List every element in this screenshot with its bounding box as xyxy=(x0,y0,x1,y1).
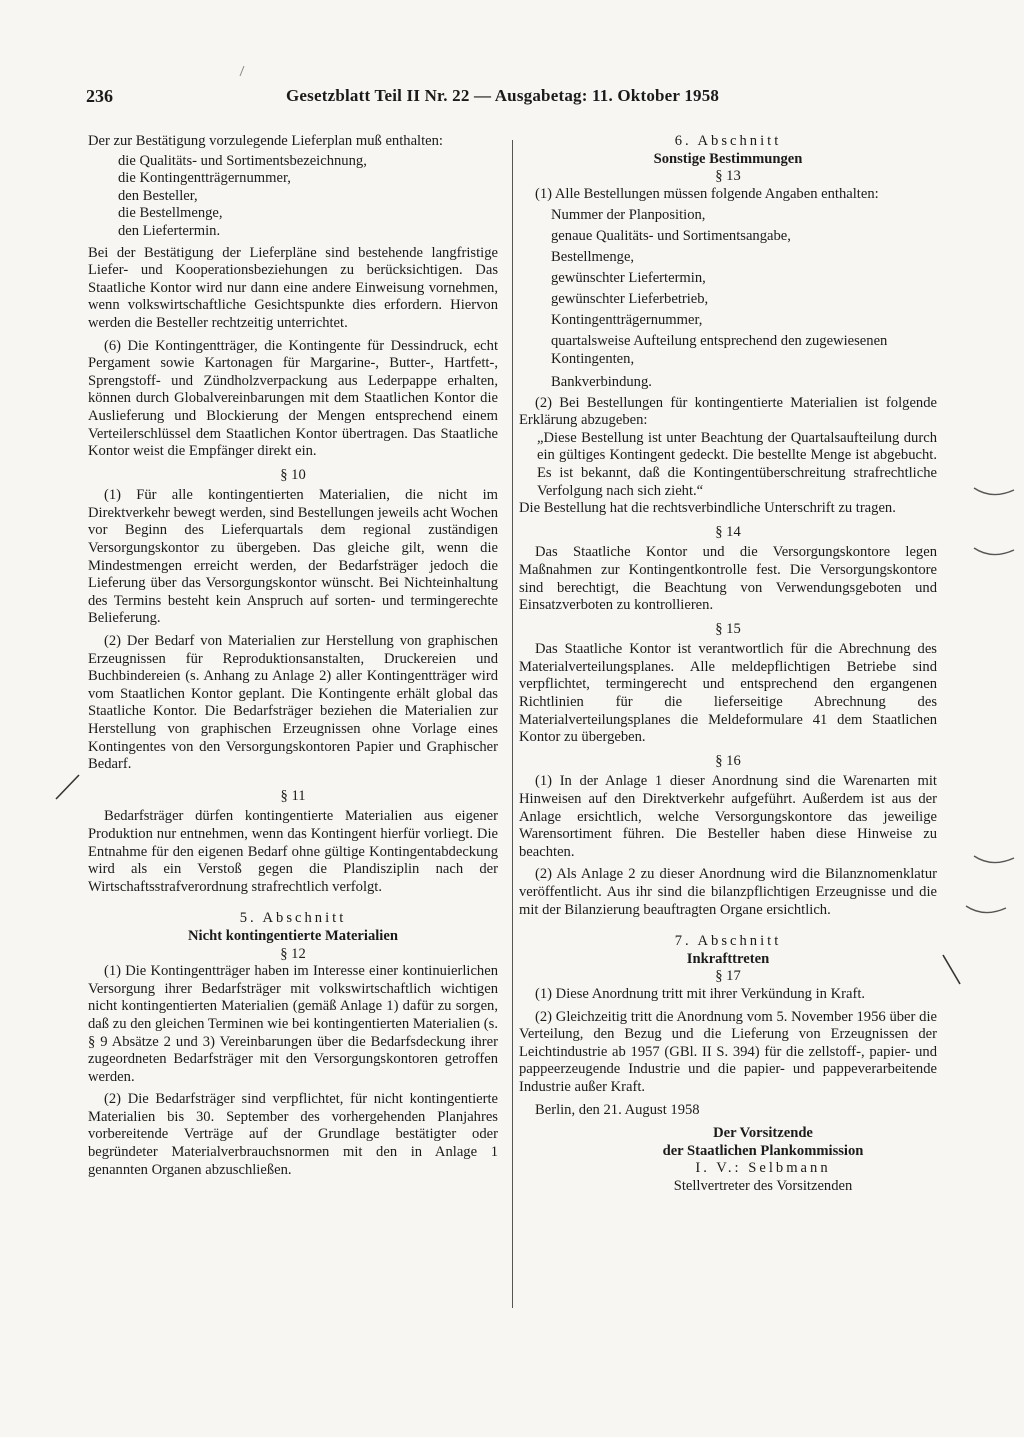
paragraph: (2) Bei Bestellungen für kontingentierte Materialien ist folgende Erklärung abzugeben: xyxy=(519,394,937,429)
chapter-7-title: Inkrafttreten xyxy=(686,950,770,967)
chapter-5-title: Nicht kontingentierte Materialien xyxy=(188,927,398,944)
section-16-heading: § 16 xyxy=(715,752,741,769)
paragraph: Die Bestellung hat die rechtsverbindliche Unterschrift zu tragen. xyxy=(519,500,896,517)
margin-pencil-mark xyxy=(940,952,964,988)
paragraph: Das Staatliche Kontor und die Versorgungskontore legen Maßnahmen zur Kontingentkontrolle fest. Die Versorgungskontore sind berechtigt, die Beachtung von Verwendungsgeboten und Einsatzverboten zu kontrollieren. xyxy=(519,544,937,614)
paragraph: Bedarfsträger dürfen kontingentierte Materialien aus eigener Produktion nur entnehmen, wenn das Kontingent hierfür vorliegt. Die Entnahme für den eigenen Bedarf ohne gültige Kontingentabdeckung wird als ein Verstoß gegen die Plandisziplin nach der Wirtschaftsstrafverordnung strafrechtlich verfolgt. xyxy=(88,808,498,895)
margin-tick-mark xyxy=(970,540,1020,560)
section-17-heading: § 17 xyxy=(715,968,741,985)
chapter-5-heading: 5. Abschnitt xyxy=(239,910,347,927)
signatory-name: I. V.: Selbmann xyxy=(695,1160,831,1177)
section-10-heading: § 10 xyxy=(280,466,306,483)
list-item: Nummer der Planposition, xyxy=(551,207,706,224)
signature-title: Der Vorsitzende xyxy=(713,1125,813,1142)
page-number: 236 xyxy=(86,86,113,106)
list-item: den Besteller, xyxy=(118,187,198,204)
paragraph: Der zur Bestätigung vorzulegende Lieferplan muß enthalten: xyxy=(88,133,443,149)
margin-tick-mark xyxy=(970,848,1020,868)
section-12-heading: § 12 xyxy=(280,945,306,962)
paragraph: (2) Die Bedarfsträger sind verpflichtet, für nicht kontingentierte Materialien bis 30. September des vorhergehenden Planjahres vorbereitende Verträge auf der Grundlage bestätigter oder begründeter Materialverbrauchsnormen mit den in Anlage 1 genannten Organen abzuschließen. xyxy=(88,1091,498,1178)
margin-tick-mark xyxy=(962,900,1012,920)
order-details-list xyxy=(551,205,937,392)
declaration-quote: „Diese Bestellung ist unter Beachtung der Quartalsaufteilung durch ein gültiges Kontingent gedeckt. Die bestellte Menge ist abgebucht. Es ist bekannt, daß die Kontingentüberschreitung strafrechtliche Verfolgung nach sich zieht.“ xyxy=(537,429,937,499)
signatory-role: Stellvertreter des Vorsitzenden xyxy=(673,1177,853,1194)
right-column xyxy=(519,133,937,1196)
list-item: gewünschter Liefertermin, xyxy=(551,270,706,287)
paragraph: (2) Der Bedarf von Materialien zur Herstellung von graphischen Erzeugnissen für Reproduktionsanstalten, Druckereien und Buchbindereien (s. Anhang zu Anlage 2) aller Kontingentträger wird vom Staatlichen Kontor geplant. Die Kontingente erhält global das Staatliche Kontor. Die Bedarfsträger beziehen die Materialien zur Herstellung von graphischen Erzeugnissen ohne Vorlage eines Kontingentes von den Versorgungskontoren Papier und Graphischer Bedarf. xyxy=(88,633,498,773)
chapter-7-heading: 7. Abschnitt xyxy=(674,933,782,950)
section-13-heading: § 13 xyxy=(715,168,741,185)
margin-pencil-mark xyxy=(52,772,82,802)
list-item: gewünschter Lieferbetrieb, xyxy=(551,291,709,308)
column-divider xyxy=(512,140,513,1308)
paragraph: (1) Die Kontingentträger haben im Interesse einer kontinuierlichen Versorgung ihrer Bedarfsträger mit volkswirtschaftlich wichtigen nicht kontingentierten Materialien (gemäß Anlage 1) dafür zu sorgen, daß zu den gleichen Terminen wie bei kontingentierten Materialien (s. § 9 Absätze 2 und 3) Vereinbarungen über die Bedarfsdeckung ihrer zugeordneten Bedarfsträger mit den Versorgungskontoren getroffen werden. xyxy=(88,963,498,1085)
required-items-list xyxy=(118,153,498,241)
list-item: Kontingentträgernummer, xyxy=(551,312,703,329)
paragraph: (2) Gleichzeitig tritt die Anordnung vom 5. November 1956 über die Verteilung, den Bezug und die Lieferung von Erzeugnissen der Leichtindustrie ab 1957 (GBl. II S. 394) für die zellstoff-, papier- und pappeerzeugende Industrie und die papier- und pappeverarbeitende Industrie außer Kraft. xyxy=(519,1008,937,1095)
list-item: Bankverbindung. xyxy=(551,373,652,390)
place-and-date: Berlin, den 21. August 1958 xyxy=(535,1101,700,1118)
paragraph: Bei der Bestätigung der Lieferpläne sind bestehende langfristige Liefer- und Kooperationsbeziehungen zu berücksichtigen. Das Staatliche Kontor wird nur dann eine andere Einweisung vornehmen, wenn volkswirtschaftliche Gesichtspunkte dies erfordern. Hiervon werden die Besteller rechtzeitig unterrichtet. xyxy=(88,244,498,331)
gazette-title: Gesetzblatt Teil II Nr. 22 — Ausgabetag: 11. Oktober 1958 xyxy=(286,86,720,105)
list-item: den Liefertermin. xyxy=(118,222,221,239)
paragraph: (1) Diese Anordnung tritt mit ihrer Verkündung in Kraft. xyxy=(535,985,866,1002)
paper-speck xyxy=(238,64,248,78)
list-item: genaue Qualitäts- und Sortimentsangabe, xyxy=(551,228,791,245)
section-14-heading: § 14 xyxy=(715,523,741,540)
margin-tick-mark xyxy=(970,480,1020,500)
section-15-heading: § 15 xyxy=(715,620,741,637)
chapter-6-title: Sonstige Bestimmungen xyxy=(653,150,803,167)
signature-authority: der Staatlichen Plankommission xyxy=(662,1142,864,1159)
paragraph: (1) Alle Bestellungen müssen folgende Angaben enthalten: xyxy=(535,185,879,202)
paragraph: (1) Für alle kontingentierten Materialien, die nicht im Direktverkehr bewegt werden, sind Bestellungen jeweils acht Wochen vor Beginn des Lieferquartals dem regional zuständigen Versorgungskontor zu übergeben. Das gleiche gilt, wenn die Mindestmengen erreicht werden, der Bedarfsträger jedoch die Lieferung über das Versorgungskontor wünscht. Bei Nichteinhaltung des Termins besteht kein Anspruch auf sorten- und termingerechte Belieferung. xyxy=(88,487,498,627)
paragraph: (1) In der Anlage 1 dieser Anordnung sind die Warenarten mit Hinweisen auf den Direktverkehr aufgeführt. Außerdem ist aus der Anlage ersichtlich, welche Versorgungskontore das jeweilige Warensortiment führen. Die Besteller haben diese Hinweise zu beachten. xyxy=(519,773,937,860)
list-item: quartalsweise Aufteilung entsprechend den zugewiesenen Kontingenten, xyxy=(551,333,888,367)
paragraph: (2) Als Anlage 2 zu dieser Anordnung wird die Bilanznomenklatur veröffentlicht. Aus ihr sind die bilanzpflichtigen Erzeugnisse und die mit der Bilanzierung beauftragten Organe ersichtlich. xyxy=(519,866,937,918)
list-item: die Bestellmenge, xyxy=(118,205,223,222)
paragraph: Das Staatliche Kontor ist verantwortlich für die Abrechnung des Materialverteilungsplanes. Alle meldepflichtigen Betriebe sind verpflichtet, termingerecht und entsprechend den ergangenen Richtlinien für die lieferseitige Abrechnung des Materialverteilungsplanes die Meldeformulare 41 dem Staatlichen Kontor zu übergeben. xyxy=(519,641,937,746)
list-item: die Qualitäts- und Sortimentsbezeichnung, xyxy=(118,152,367,169)
section-11-heading: § 11 xyxy=(280,787,306,804)
left-column xyxy=(88,133,498,1179)
list-item: Bestellmenge, xyxy=(551,249,635,266)
list-item: die Kontingentträgernummer, xyxy=(118,170,291,187)
page-header xyxy=(86,86,756,116)
chapter-6-heading: 6. Abschnitt xyxy=(674,133,782,149)
paragraph: (6) Die Kontingentträger, die Kontingente für Dessindruck, echt Pergament sowie Kartonagen für Margarine-, Butter-, Hartfett-, Sprengstoff- und Zündholzverpackung aus Lederpappe erhalten, können durch Globalvereinbarungen mit dem Staatlichen Kontor die Auslieferung und Blockierung der Mengen entsprechend einem Verteilerschlüssel dem Staatlichen Kontor übertragen. Das Staatliche Kontor weist die Empfänger direkt ein. xyxy=(88,337,498,460)
